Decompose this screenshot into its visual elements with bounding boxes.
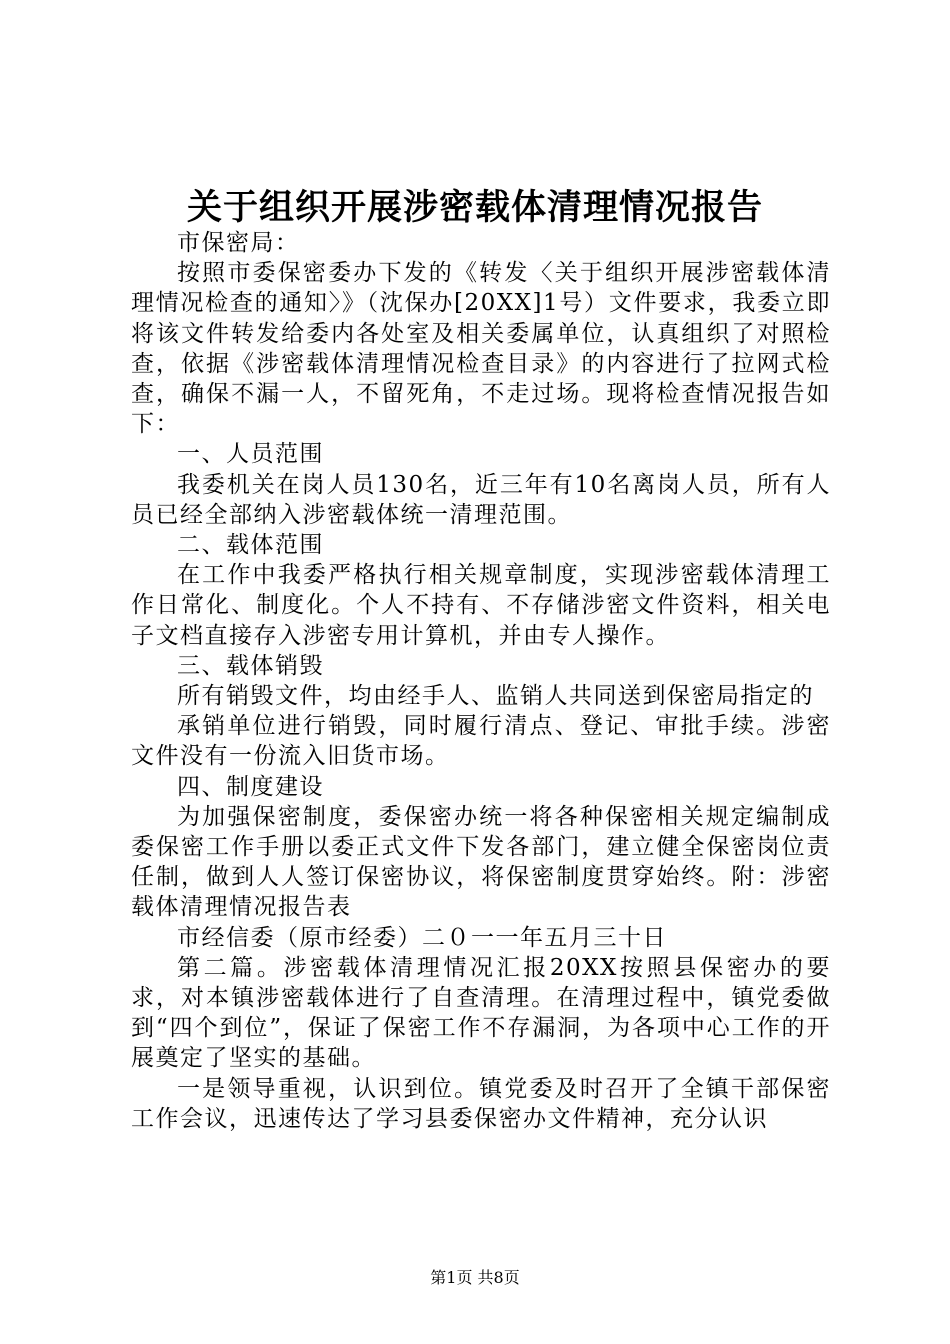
body-paragraph: 在工作中我委严格执行相关规章制度，实现涉密载体清理工作日常化、制度化。个人不持有、不存储涉密文件资料，相关电子文档直接存入涉密专用计算机，并由专人操作。 <box>131 562 831 649</box>
body-paragraph: 所有销毁文件，均由经手人、监销人共同送到保密局指定的 <box>177 683 814 710</box>
body-paragraph: 按照市委保密委办下发的《转发〈关于组织开展涉密载体清理情况检查的通知〉》（沈保办[20XX]1号）文件要求，我委立即将该文件转发给委内各处室及相关委属单位，认真组织了对照检查，依据《涉密载体清理情况检查目录》的内容进行了拉网式检查，确保不漏一人，不留死角，不走过场。现将检查情况报告如下： <box>131 260 831 438</box>
page-footer: 第1页 共8页 <box>430 1268 520 1287</box>
section-heading: 二、载体范围 <box>177 532 324 559</box>
body-paragraph: 一是领导重视，认识到位。镇党委及时召开了全镇干部保密工作会议，迅速传达了学习县委保密办文件精神，充分认识 <box>131 1075 831 1132</box>
body-paragraph: 我委机关在岗人员130名，近三年有10名离岗人员，所有人员已经全部纳入涉密载体统一清理范围。 <box>131 471 831 528</box>
salutation: 市保密局： <box>177 230 300 256</box>
body-paragraph: 为加强保密制度，委保密办统一将各种保密相关规定编制成委保密工作手册以委正式文件下发各部门，建立健全保密岗位责任制，做到人人签订保密协议，将保密制度贯穿始终。附：涉密载体清理情况报告表 <box>131 803 831 921</box>
document-body <box>131 228 831 1134</box>
section-heading: 三、载体销毁 <box>177 652 324 679</box>
body-paragraph: 承销单位进行销毁，同时履行清点、登记、审批手续。涉密文件没有一份流入旧货市场。 <box>131 713 831 770</box>
signature-date: 市经信委（原市经委）二０一一年五月三十日 <box>177 924 667 951</box>
document-title: 关于组织开展涉密载体清理情况报告 <box>186 187 763 228</box>
section-heading: 一、人员范围 <box>177 441 324 468</box>
section-heading: 四、制度建设 <box>177 773 324 800</box>
body-paragraph: 第二篇。涉密载体清理情况汇报20XX按照县保密办的要求，对本镇涉密载体进行了自查清理。在清理过程中，镇党委做到“四个到位”，保证了保密工作不存漏洞，为各项中心工作的开展奠定了坚实的基础。 <box>131 954 831 1072</box>
